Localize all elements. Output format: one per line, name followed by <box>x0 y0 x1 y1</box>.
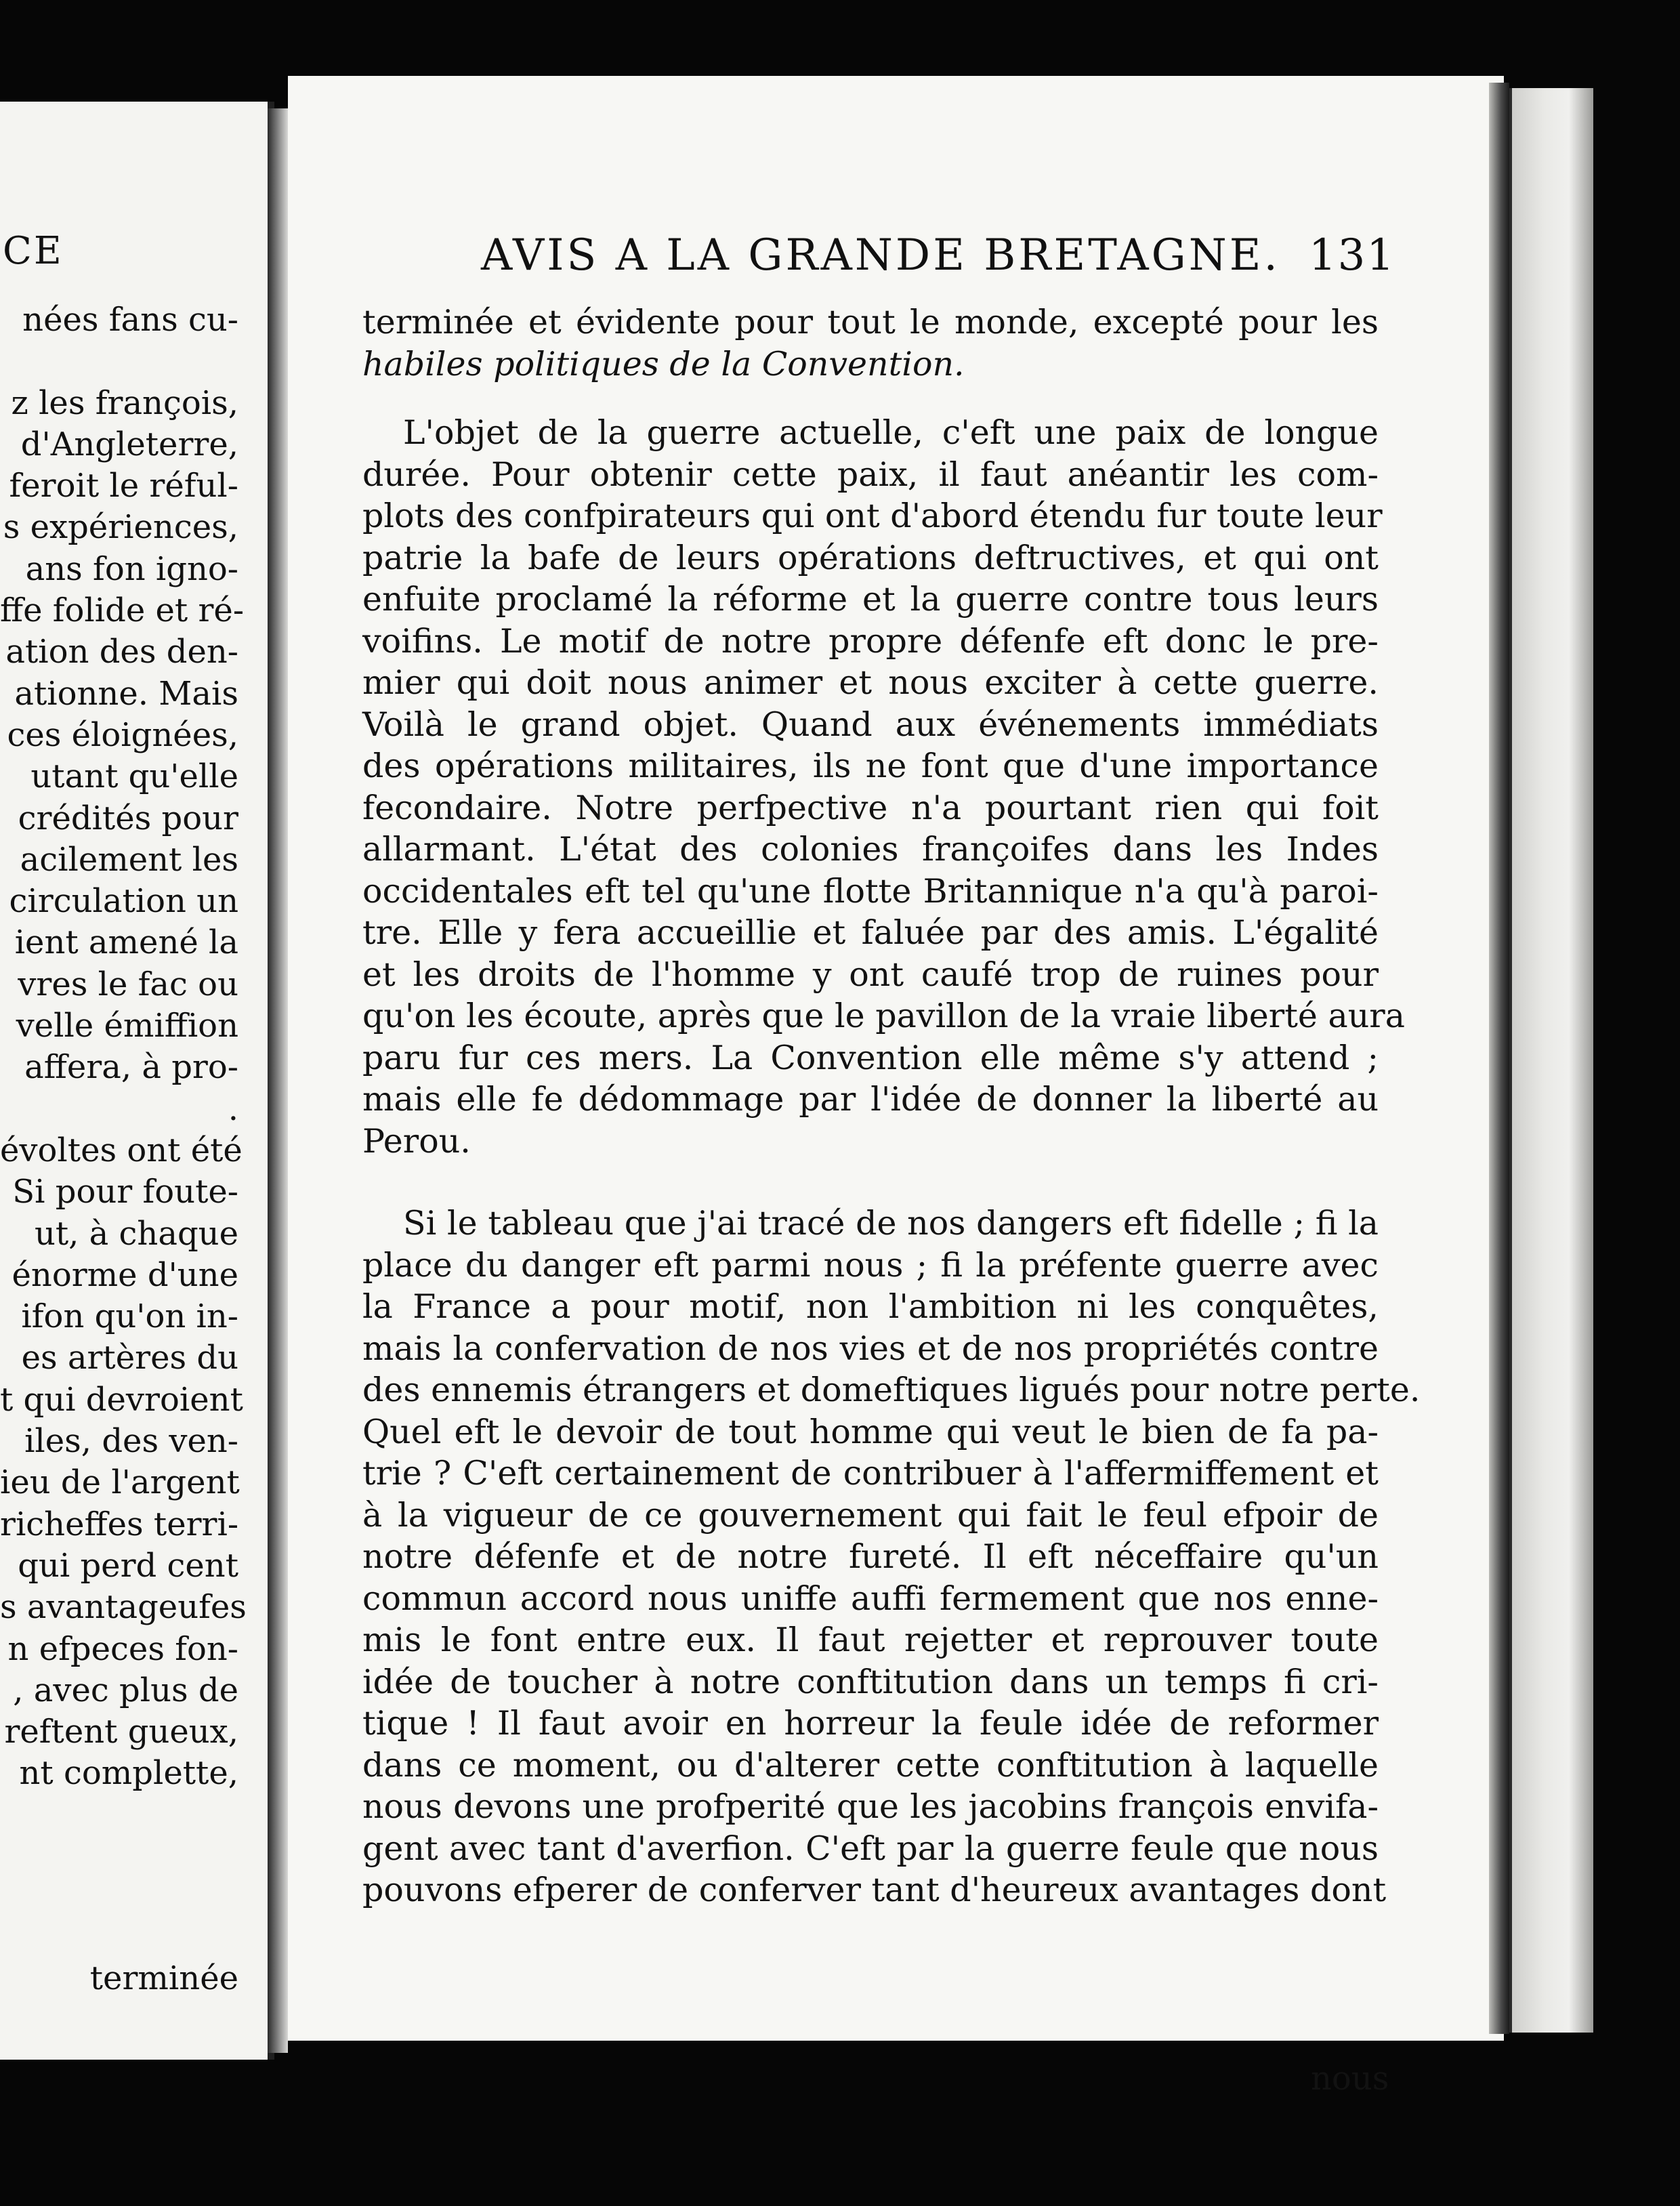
facing-page-line: ut, à chaque <box>34 1214 238 1253</box>
text-line: pouvons efperer de conferver tant d'heureux avantages dont <box>362 1871 1387 1909</box>
facing-page-line: Si pour foute- <box>12 1173 238 1211</box>
facing-page-line: affera, à pro- <box>24 1048 238 1087</box>
facing-page-line: es artères du <box>21 1339 238 1377</box>
page-edge-shadow <box>1489 83 1509 2034</box>
facing-page-line: richeffes terri- <box>0 1505 239 1543</box>
text-line: L'objet de la guerre actuelle, c'eft une paix de longue <box>403 413 1379 452</box>
facing-page-line: feroit le réful- <box>9 467 238 505</box>
facing-page-left <box>0 102 274 2060</box>
facing-page-line: ient amené la <box>14 923 238 962</box>
text-line: Si le tableau que j'ai tracé de nos dangers eft fidelle ; fi la <box>403 1204 1379 1243</box>
paragraph-1 <box>362 301 1379 385</box>
text-line: allarmant. L'état des colonies françoifes dans les Indes <box>362 830 1379 869</box>
facing-page-line: ifon qu'on in- <box>21 1297 238 1336</box>
text-line: nous devons une profperité que les jacobins françois envifa- <box>362 1787 1379 1826</box>
facing-page-line: d'Angleterre, <box>20 425 238 463</box>
paragraph-2 <box>362 412 1405 1162</box>
facing-page-line: . <box>228 1089 238 1128</box>
text-line: occidentales eft tel qu'une flotte Britannique n'a qu'à paroi- <box>362 871 1379 911</box>
facing-page-line: reftent gueux, <box>4 1713 238 1751</box>
facing-page-text-block <box>0 299 247 1795</box>
facing-page-line: velle émiffion <box>16 1007 238 1045</box>
text-line: Voilà le grand objet. Quand aux événements immédiats <box>362 705 1379 744</box>
text-line: la France a pour motif, non l'ambition ni les conquêtes, <box>362 1287 1379 1326</box>
book-cover-board <box>1509 88 1593 2033</box>
text-line: commun accord nous uniffe auffi fermement que nos enne- <box>362 1579 1379 1618</box>
facing-page-line: nées fans cu- <box>22 301 238 339</box>
facing-page-line: ces éloignées, <box>7 715 238 754</box>
running-head-title: AVIS A LA GRANDE BRETAGNE. <box>481 230 1280 280</box>
paragraph-3 <box>362 1203 1421 1911</box>
text-line: habiles politiques de la Convention. <box>362 344 965 383</box>
text-line: paru fur ces mers. La Convention elle même s'y attend ; <box>362 1038 1379 1077</box>
facing-page-line: ieu de l'argent <box>0 1463 240 1502</box>
facing-page-line: iles, des ven- <box>24 1422 238 1461</box>
running-head <box>481 230 1395 280</box>
facing-page-line: nt complette, <box>19 1754 238 1793</box>
text-line: mais la confervation de nos vies et de nos propriétés contre <box>362 1329 1379 1368</box>
book-gutter <box>268 108 288 2053</box>
text-line: fecondaire. Notre perfpective n'a pourtant rien qui foit <box>362 788 1379 827</box>
facing-page-line: qui perd cent <box>18 1546 238 1585</box>
text-line: et les droits de l'homme y ont caufé trop de ruines pour <box>362 955 1379 994</box>
facing-page-line: ans fon igno- <box>25 549 238 588</box>
text-line: des opérations militaires, ils ne font que d'une importance <box>362 747 1379 785</box>
facing-page-line: n efpeces fon- <box>7 1629 238 1668</box>
text-line: Perou. <box>362 1121 471 1161</box>
page-number: 131 <box>1308 230 1395 280</box>
text-line: mis le font entre eux. Il faut rejetter et reprouver toute <box>362 1621 1379 1659</box>
facing-page-catchword: terminée <box>89 1959 238 1997</box>
facing-page-line: utant qu'elle <box>30 757 238 796</box>
page-text-block <box>362 301 1421 1911</box>
text-line: mier qui doit nous animer et nous exciter à cette guerre. <box>362 663 1379 702</box>
facing-page-line: évoltes ont été <box>0 1131 243 1169</box>
facing-page-running-head: CE <box>3 229 64 273</box>
text-line: tre. Elle y fera accueillie et faluée par des amis. L'égalité <box>362 913 1379 952</box>
facing-page-line: s avantageufes <box>0 1588 247 1627</box>
text-line: mais elle fe dédommage par l'idée de donner la liberté au <box>362 1080 1379 1119</box>
facing-page-line: acilement les <box>20 840 238 879</box>
facing-page-line: crédités pour <box>18 799 238 837</box>
text-line: plots des confpirateurs qui ont d'abord étendu fur toute leur <box>362 497 1383 535</box>
text-line: trie ? C'eft certainement de contribuer à l'affermiffement et <box>362 1454 1379 1493</box>
text-line: à la vigueur de ce gouvernement qui fait le feul efpoir de <box>362 1495 1379 1535</box>
text-line: place du danger eft parmi nous ; fi la préfente guerre avec <box>362 1245 1379 1285</box>
text-line: durée. Pour obtenir cette paix, il faut anéantir les com- <box>362 455 1379 494</box>
text-line: notre défenfe et de notre fureté. Il eft néceffaire qu'un <box>362 1537 1379 1576</box>
facing-page-line: , avec plus de <box>13 1671 238 1709</box>
text-line: patrie la bafe de leurs opérations deftructives, et qui ont <box>362 538 1379 577</box>
facing-page-line: ationne. Mais <box>14 674 238 713</box>
text-line: dans ce moment, ou d'alterer cette conftitution à laquelle <box>362 1745 1379 1785</box>
text-line: voifins. Le motif de notre propre défenfe eft donc le pre- <box>362 621 1379 661</box>
text-line: tique ! Il faut avoir en horreur la feule idée de reformer <box>362 1704 1379 1743</box>
text-line: idée de toucher à notre conftitution dans un temps fi cri- <box>362 1662 1379 1701</box>
text-line: Quel eft le devoir de tout homme qui veut le bien de fa pa- <box>362 1412 1379 1451</box>
text-line: enfuite proclamé la réforme et la guerre contre tous leurs <box>362 580 1379 619</box>
facing-page-line: circulation un <box>9 882 238 921</box>
facing-page-line: vres le fac ou <box>18 965 238 1003</box>
facing-page-line: ffe folide et ré- <box>0 591 245 630</box>
text-line: terminée et évidente pour tout le monde, excepté pour les <box>362 303 1379 341</box>
facing-page-line: ation des den- <box>5 633 238 671</box>
facing-page-line: énorme d'une <box>12 1255 238 1294</box>
facing-page-line: s expériences, <box>3 508 238 547</box>
facing-page-line: z les françois, <box>11 383 238 422</box>
text-line: des ennemis étrangers et domeftiques ligués pour notre perte. <box>362 1371 1421 1409</box>
text-line: qu'on les écoute, après que le pavillon de la vraie liberté aura <box>362 997 1405 1035</box>
text-line: gent avec tant d'averfion. C'eft par la guerre feule que nous <box>362 1829 1379 1868</box>
catchword: nous <box>1311 2060 1389 2098</box>
facing-page-line <box>0 341 238 382</box>
facing-page-line: t qui devroient <box>0 1380 243 1419</box>
